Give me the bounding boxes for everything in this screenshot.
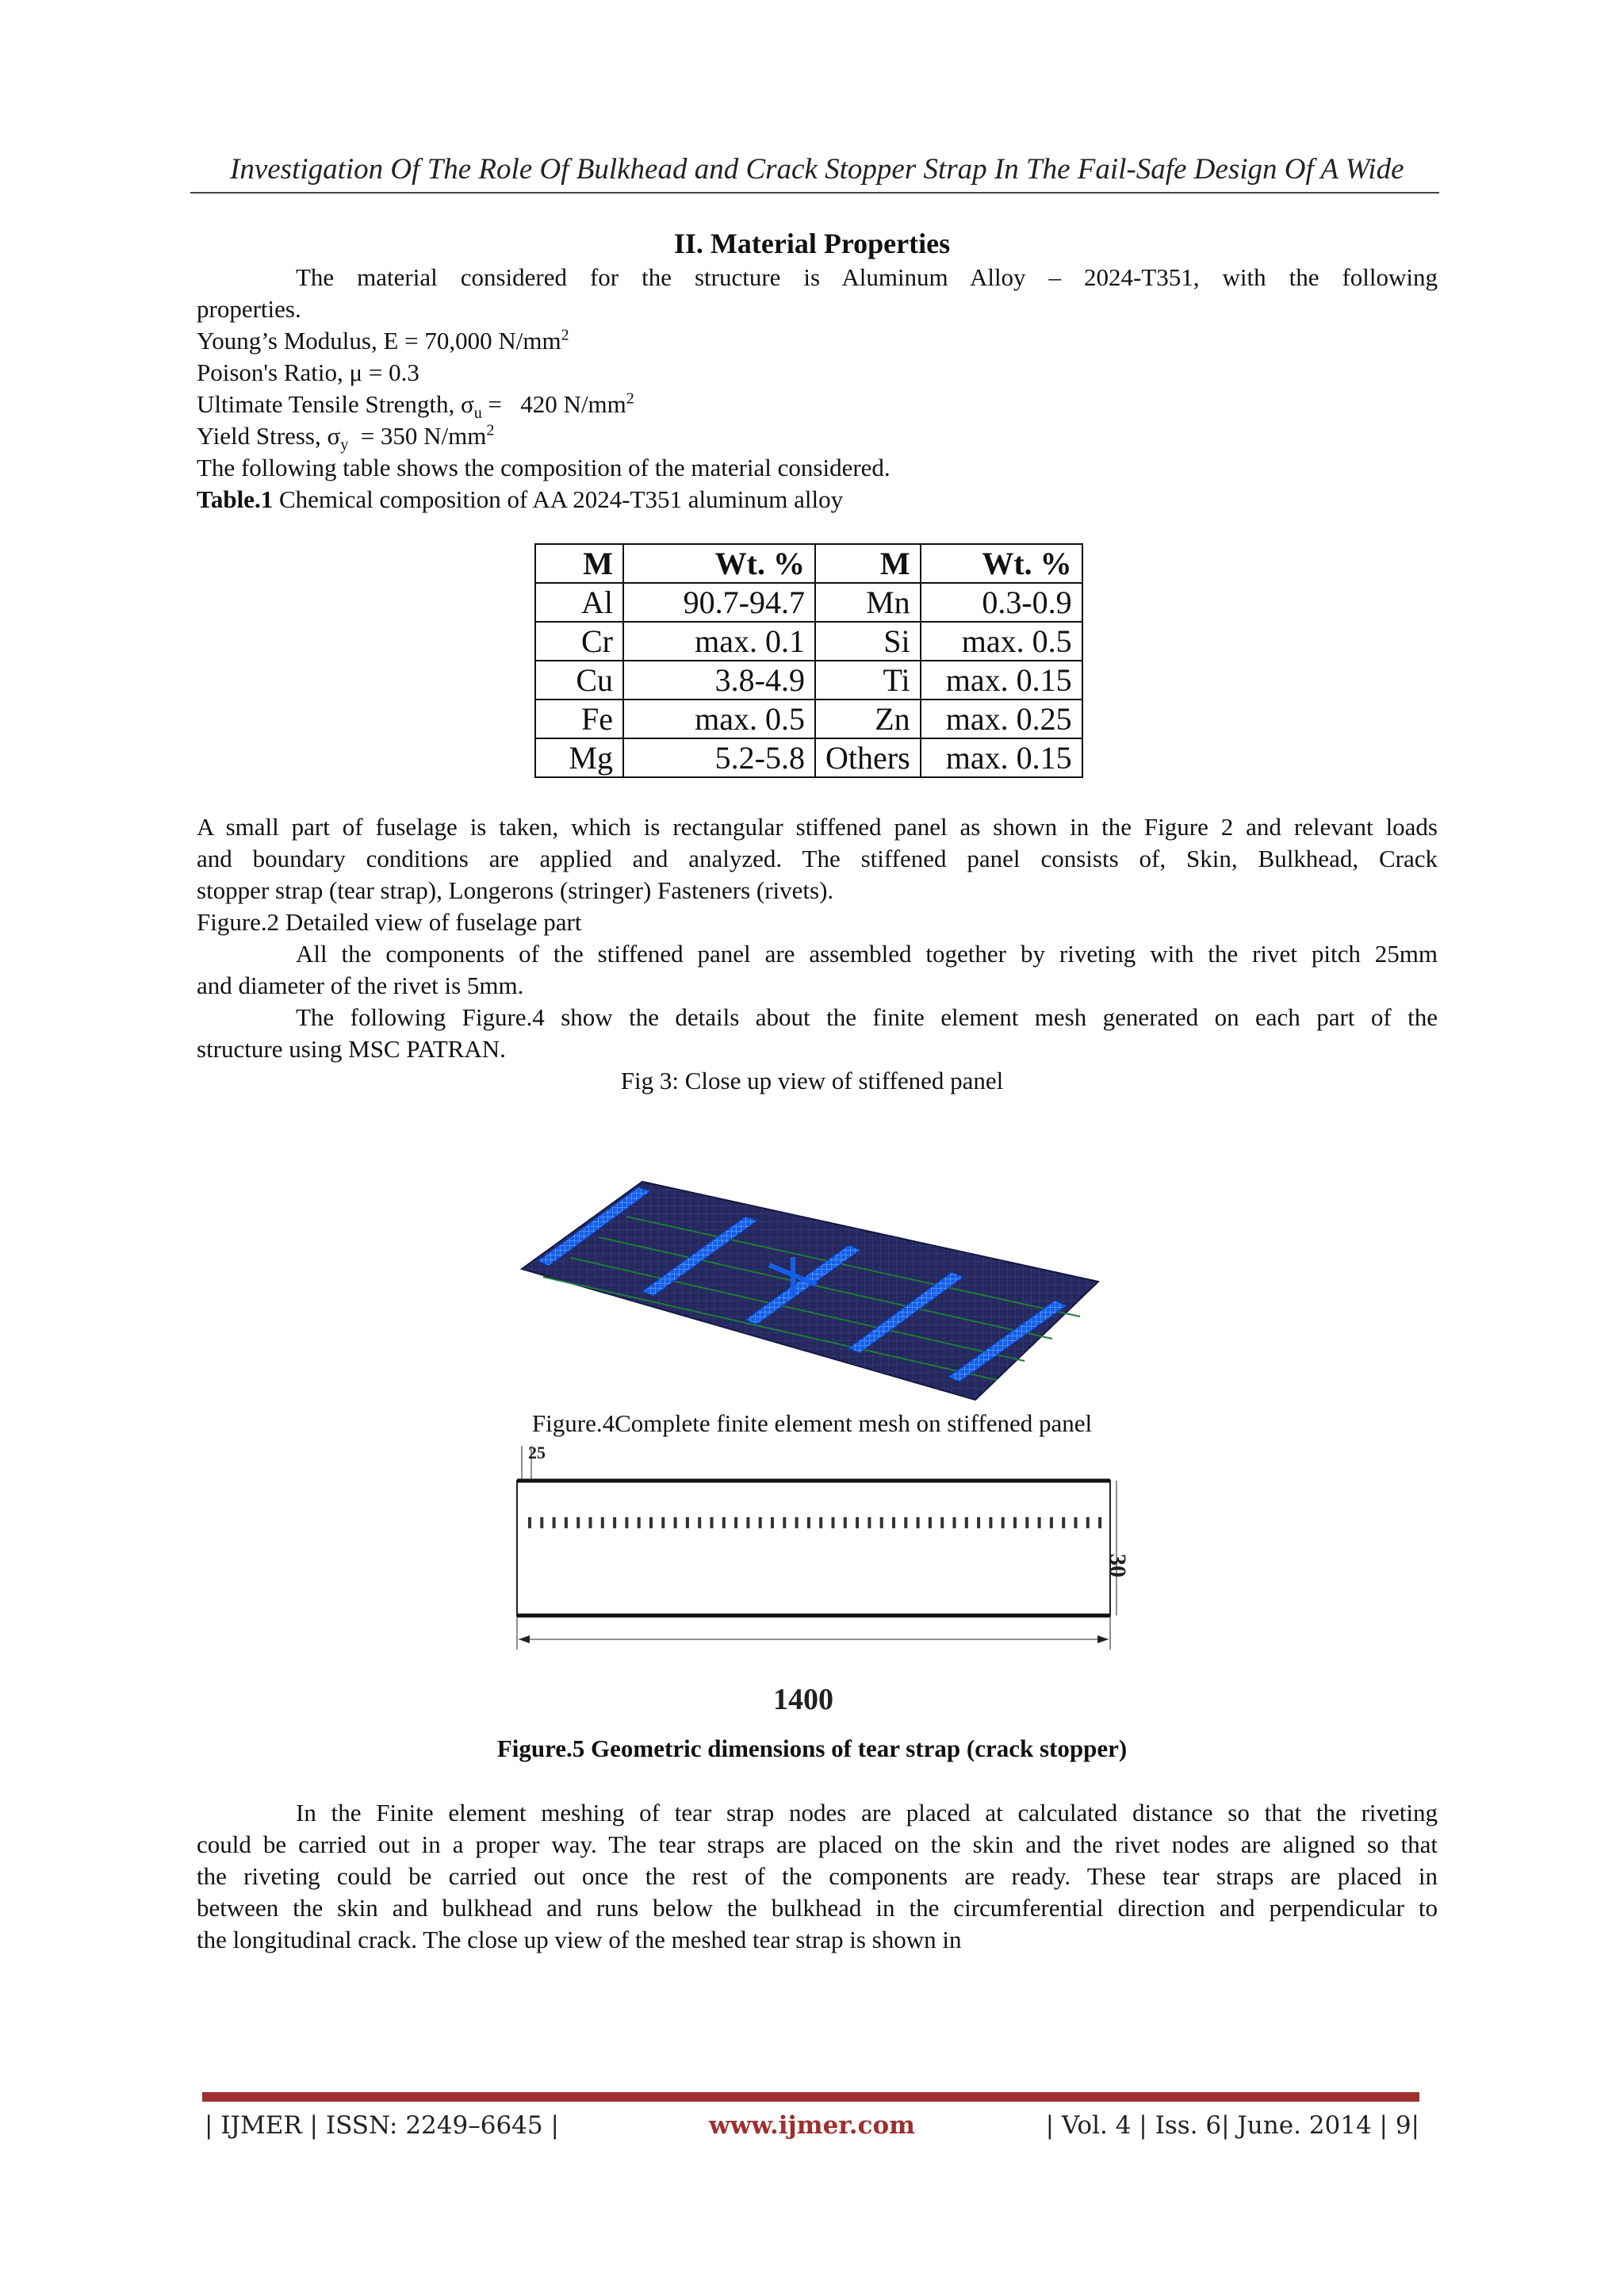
table-header: M bbox=[535, 544, 623, 583]
table-cell: Ti bbox=[815, 661, 921, 700]
para5-line-2: could be carried out in a proper way. The tear straps are placed on the skin and the rivet nodes are aligned so that bbox=[197, 1830, 1438, 1858]
intro-line-1: The material considered for the structure is Aluminum Alloy – 2024-T351, with the following bbox=[296, 263, 1438, 291]
table-header-row bbox=[535, 544, 1082, 583]
composition-table bbox=[534, 543, 1083, 778]
table-row bbox=[535, 700, 1082, 738]
table-cell: max. 0.5 bbox=[623, 700, 815, 738]
para3-line-2: and diameter of the rivet is 5mm. bbox=[197, 972, 524, 999]
table-cell: Zn bbox=[815, 700, 921, 738]
para2-line-3: stopper strap (tear strap), Longerons (stringer) Fasteners (rivets). bbox=[197, 876, 834, 904]
table-cell: max. 0.1 bbox=[623, 622, 815, 661]
figure3-caption: Fig 3: Close up view of stiffened panel bbox=[620, 1067, 1004, 1094]
ultimate-tensile-strength: Ultimate Tensile Strength, $\sigma_u = 420$ $N/mm^2$ bbox=[197, 389, 634, 423]
table-cell: Others bbox=[815, 738, 921, 777]
footer-website-link[interactable]: www.ijmer.com bbox=[709, 2111, 915, 2140]
running-title: Investigation Of The Role Of Bulkhead and Crack Stopper Strap In The Fail-Safe Design Of A Wide bbox=[230, 153, 1404, 186]
yield-stress: Yield Stress, $\sigma_y = 350$ $N/mm^2$ bbox=[197, 421, 495, 454]
table-row bbox=[535, 738, 1082, 777]
figure5-caption: Figure.5 Geometric dimensions of tear strap (crack stopper) bbox=[496, 1734, 1128, 1762]
table-cell: 3.8-4.9 bbox=[623, 661, 815, 700]
table-cell: Mg bbox=[535, 738, 623, 777]
para4-line-2: structure using MSC PATRAN. bbox=[197, 1035, 506, 1063]
youngs-modulus: Young’s Modulus, E = 70,000 $N/mm^2$ bbox=[197, 326, 569, 355]
table-row bbox=[535, 622, 1082, 661]
intro-line-2: properties. bbox=[197, 295, 301, 323]
footer-volume-info: | Vol. 4 | Iss. 6| June. 2014 | 9| bbox=[1045, 2111, 1419, 2140]
table-cell: Cr bbox=[535, 622, 623, 661]
table-row bbox=[535, 583, 1082, 622]
para5-line-5: the longitudinal crack. The close up view of the meshed tear strap is shown in bbox=[197, 1926, 962, 1953]
table-header: Wt. % bbox=[623, 544, 815, 583]
para2-line-1: A small part of fuselage is taken, which is rectangular stiffened panel as shown in the Figure 2 and relevant loads bbox=[197, 813, 1438, 841]
table-cell: Fe bbox=[535, 700, 623, 738]
para2-line-2: and boundary conditions are applied and analyzed. The stiffened panel consists of, Skin, Bulkhead, Crack bbox=[197, 845, 1438, 872]
table-cell: 0.3-0.9 bbox=[921, 583, 1082, 622]
table-row bbox=[535, 661, 1082, 700]
table-cell: 5.2-5.8 bbox=[623, 738, 815, 777]
figure2-caption: Figure.2 Detailed view of fuselage part bbox=[197, 908, 582, 936]
height-dimension-label: 30 bbox=[1105, 1554, 1131, 1577]
header-rule bbox=[190, 192, 1439, 194]
table-cell: max. 0.15 bbox=[921, 738, 1082, 777]
tear-strap-geometry-figure bbox=[508, 1439, 1131, 1725]
table-cell: Cu bbox=[535, 661, 623, 700]
table-cell: max. 0.15 bbox=[921, 661, 1082, 700]
poisson-ratio: Poison's Ratio, μ = 0.3 bbox=[197, 358, 419, 386]
para5-line-3: the riveting could be carried out once the rest of the components are ready. These tear straps are placed in bbox=[197, 1862, 1438, 1890]
footer-rule bbox=[202, 2092, 1419, 2102]
para5-line-4: between the skin and bulkhead and runs below the bulkhead in the circumferential direction and perpendicular to bbox=[197, 1894, 1438, 1922]
table-cell: max. 0.5 bbox=[921, 622, 1082, 661]
table-cell: Mn bbox=[815, 583, 921, 622]
table-header: M bbox=[815, 544, 921, 583]
table-cell: Al bbox=[535, 583, 623, 622]
footer-journal-info: | IJMER | ISSN: 2249–6645 | bbox=[205, 2111, 559, 2140]
table-caption: Table.1 Chemical composition of AA 2024-T351 aluminum alloy bbox=[197, 485, 844, 513]
table-cell: 90.7-94.7 bbox=[623, 583, 815, 622]
table-intro: The following table shows the composition of the material considered. bbox=[197, 454, 891, 481]
stiffened-panel-mesh-figure bbox=[508, 1126, 1110, 1412]
section-heading: II. Material Properties bbox=[673, 228, 951, 259]
para4-line-1: The following Figure.4 show the details about the finite element mesh generated on each part of the bbox=[296, 1003, 1438, 1031]
table-cell: Si bbox=[815, 622, 921, 661]
table-header: Wt. % bbox=[921, 544, 1082, 583]
para5-line-1: In the Finite element meshing of tear strap nodes are placed at calculated distance so that the riveting bbox=[296, 1799, 1438, 1826]
table-cell: max. 0.25 bbox=[921, 700, 1082, 738]
pitch-dimension-label: 25 bbox=[528, 1443, 546, 1462]
length-dimension-label: 1400 bbox=[773, 1683, 833, 1716]
para3-line-1: All the components of the stiffened panel are assembled together by riveting with the rivet pitch 25mm bbox=[296, 940, 1438, 968]
figure4-caption: Figure.4Complete finite element mesh on stiffened panel bbox=[531, 1409, 1093, 1437]
